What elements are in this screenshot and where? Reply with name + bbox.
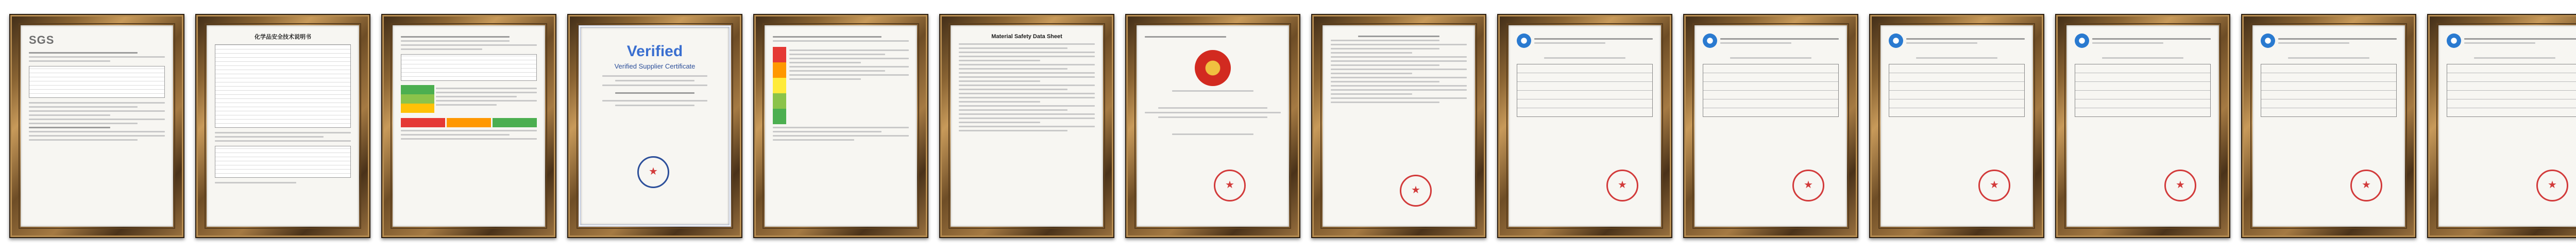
document-cert-f [2438,25,2576,227]
document-sgs-report [21,25,173,227]
document-registration-certificate [1137,25,1289,227]
logo-icon [1889,33,1903,48]
red-stamp-icon [2536,170,2568,201]
document-msds [951,25,1103,227]
document-verified-certificate [579,25,731,227]
sgs-logo: SGS [29,33,55,46]
frame-assessment-report[interactable] [381,14,556,238]
frame-registration-certificate[interactable] [1125,14,1300,238]
red-stamp-icon [1214,170,1246,201]
frame-cn-report[interactable] [195,14,370,238]
verified-subtitle: Verified Supplier Certificate [614,62,696,70]
document-cert-c [1880,25,2033,227]
document-cn-report [207,25,359,227]
frame-cert-e[interactable] [2241,14,2416,238]
document-title: Material Safety Data Sheet [991,33,1062,40]
document-approval-letter [1323,25,1475,227]
emblem-icon [1195,50,1231,86]
document-cert-a [1509,25,1661,227]
frame-workplace-report[interactable] [753,14,928,238]
logo-icon [2261,33,2275,48]
frame-cert-c[interactable] [1869,14,2044,238]
red-stamp-icon [2164,170,2196,201]
frame-cert-b[interactable] [1683,14,1858,238]
logo-icon [2447,33,2461,48]
red-stamp-icon [2350,170,2382,201]
frame-approval-letter[interactable] [1311,14,1486,238]
document-workplace-report [765,25,917,227]
red-stamp-icon [1606,170,1638,201]
frame-cert-a[interactable] [1497,14,1672,238]
seal-icon [637,156,669,188]
logo-icon [1517,33,1531,48]
frame-sgs-report[interactable] [9,14,184,238]
frame-verified-certificate[interactable] [567,14,742,238]
logo-icon [2075,33,2089,48]
document-cert-e [2252,25,2405,227]
document-cert-d [2066,25,2219,227]
red-stamp-icon [1978,170,2010,201]
logo-icon [1703,33,1717,48]
frame-cert-f[interactable] [2427,14,2576,238]
red-stamp-icon [1400,175,1432,207]
frame-msds[interactable] [939,14,1114,238]
frame-cert-d[interactable] [2055,14,2230,238]
red-stamp-icon [1792,170,1824,201]
document-title: 化学品安全技术说明书 [255,33,311,40]
document-cert-b [1694,25,1847,227]
document-assessment-report [393,25,545,227]
verified-logo: Verified [626,43,683,60]
